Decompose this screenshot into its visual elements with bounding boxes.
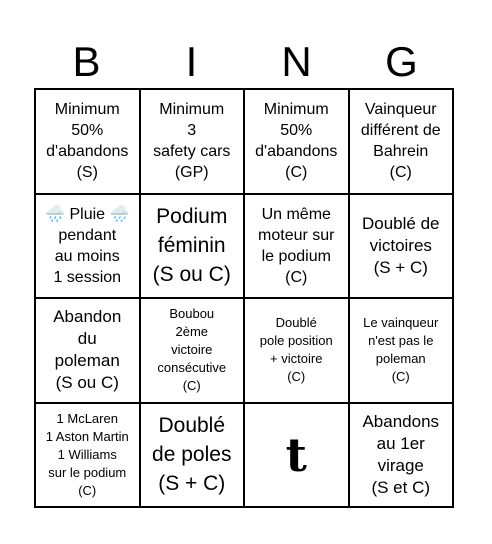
cell-text: Minimum 50% d'abandons (S) [46,101,129,182]
bingo-cell-7[interactable] [244,194,349,299]
bingo-cell-3[interactable] [244,89,349,194]
bingo-header [34,36,454,88]
cell-text: Minimum 50% d'abandons (C) [255,101,338,182]
bingo-cell-16[interactable] [349,403,454,508]
bingo-free-cell[interactable] [244,403,349,508]
cell-text: Boubou 2ème victoire consécutive (C) [157,306,227,394]
bingo-cell-2[interactable] [140,89,245,194]
bingo-cell-1[interactable] [35,89,140,194]
header-letter-b: B [72,38,101,85]
bingo-grid [34,88,454,508]
cell-text: Doublé de victoires (S + C) [361,213,440,277]
cell-text: Abandons au 1er virage (S et C) [362,411,440,497]
bingo-cell-5[interactable] [35,194,140,299]
cell-text: Vainqueur différent de Bahrein (C) [360,101,441,182]
bingo-cell-8[interactable] [349,194,454,299]
cell-text: Doublé pole position + victoire (C) [259,315,333,385]
cell-text: 🌧️ Pluie 🌧️ pendant au moins 1 session [45,205,130,286]
bingo-cell-4[interactable] [349,89,454,194]
bingo-cell-9[interactable] [35,298,140,403]
header-letter-n: N [281,38,312,85]
cell-text: Abandon du poleman (S ou C) [53,307,122,393]
bingo-cell-12[interactable] [349,298,454,403]
cell-text: Le vainqueur n'est pas le poleman (C) [363,315,439,385]
cell-text: Un même moteur sur le podium (C) [258,205,335,286]
tumblr-icon: t [285,427,307,482]
bingo-cell-14[interactable] [140,403,245,508]
header-letter-i: I [185,38,198,85]
bingo-cell-11[interactable] [244,298,349,403]
bingo-cell-6[interactable] [140,194,245,299]
cell-text: 1 McLaren 1 Aston Martin 1 Williams sur le podium (C) [45,410,129,498]
bingo-cell-13[interactable] [35,403,140,508]
bingo-cell-10[interactable] [140,298,245,403]
cell-text: Podium féminin (S ou C) [152,205,231,287]
header-letter-g: G [385,38,418,85]
cell-text: Doublé de poles (S + C) [152,414,232,496]
cell-text: Minimum 3 safety cars (GP) [153,101,231,182]
